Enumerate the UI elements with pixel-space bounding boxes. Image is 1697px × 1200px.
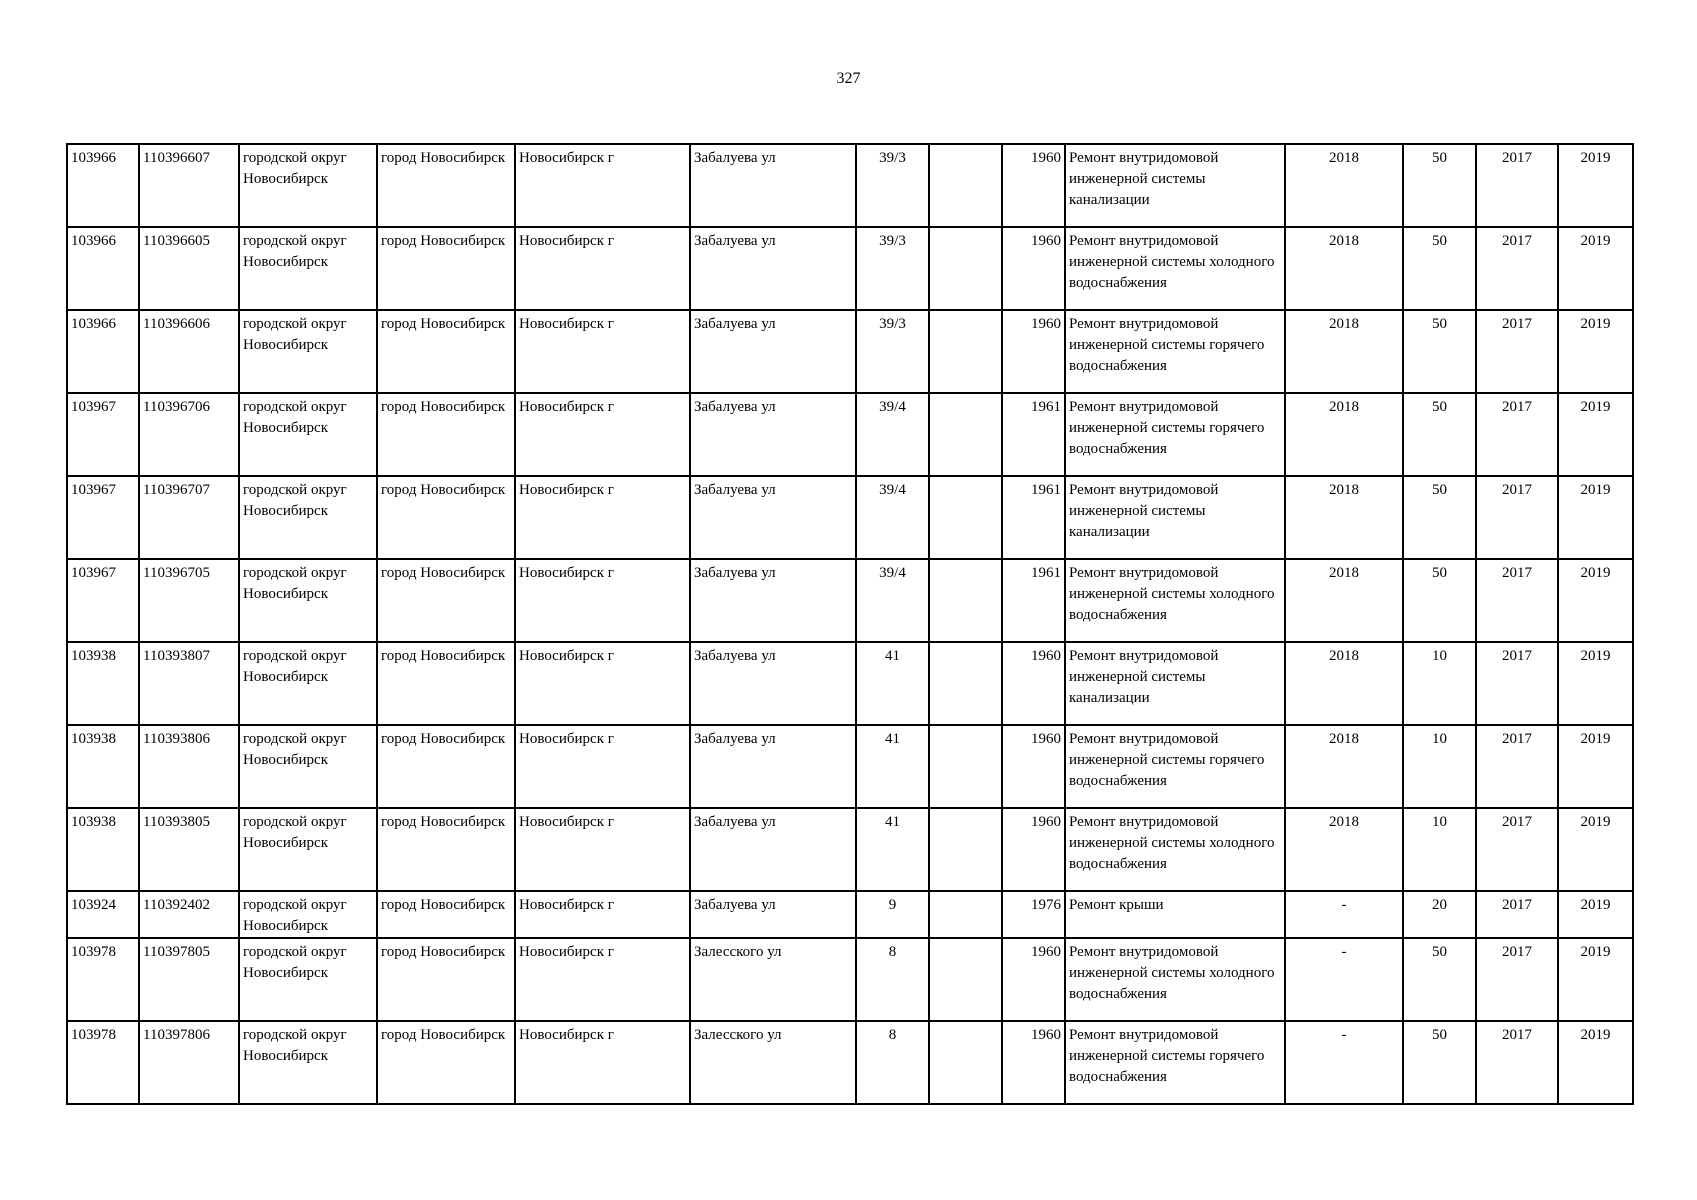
building-cell	[929, 938, 1002, 1021]
street-cell: Забалуева ул	[690, 144, 856, 227]
work-type-cell: Ремонт внутридомовой инженерной системы холодного водоснабжения	[1065, 808, 1285, 891]
locality-cell: Новосибирск г	[515, 393, 690, 476]
locality-cell: Новосибирск г	[515, 808, 690, 891]
wear-percent-cell: 10	[1403, 642, 1476, 725]
registry-table	[66, 143, 1634, 1105]
year-built-cell: 1976	[1002, 891, 1065, 938]
house-number-cell: 8	[856, 938, 929, 1021]
settlement-cell: город Новосибирск	[377, 642, 515, 725]
municipality-cell: городской округ Новосибирск	[239, 310, 377, 393]
last-repair-year-cell: -	[1285, 938, 1403, 1021]
house-number-cell: 41	[856, 808, 929, 891]
last-repair-year-cell: 2018	[1285, 808, 1403, 891]
house-id-cell: 103924	[67, 891, 139, 938]
period-start-cell: 2017	[1476, 310, 1558, 393]
street-cell: Забалуева ул	[690, 559, 856, 642]
table-row	[67, 310, 1633, 393]
street-cell: Залесского ул	[690, 938, 856, 1021]
period-start-cell: 2017	[1476, 559, 1558, 642]
table-row	[67, 642, 1633, 725]
work-type-cell: Ремонт внутридомовой инженерной системы горячего водоснабжения	[1065, 1021, 1285, 1104]
house-number-cell: 9	[856, 891, 929, 938]
settlement-cell: город Новосибирск	[377, 559, 515, 642]
page-number: 327	[836, 70, 861, 87]
work-type-cell: Ремонт внутридомовой инженерной системы горячего водоснабжения	[1065, 725, 1285, 808]
year-built-cell: 1960	[1002, 725, 1065, 808]
municipality-cell: городской округ Новосибирск	[239, 144, 377, 227]
building-cell	[929, 310, 1002, 393]
period-end-cell: 2019	[1558, 393, 1633, 476]
period-end-cell: 2019	[1558, 227, 1633, 310]
building-cell	[929, 559, 1002, 642]
period-end-cell: 2019	[1558, 938, 1633, 1021]
table-row	[67, 144, 1633, 227]
year-built-cell: 1960	[1002, 310, 1065, 393]
locality-cell: Новосибирск г	[515, 144, 690, 227]
table-row	[67, 725, 1633, 808]
building-cell	[929, 642, 1002, 725]
work-id-cell: 110392402	[139, 891, 239, 938]
year-built-cell: 1960	[1002, 227, 1065, 310]
table-row	[67, 938, 1633, 1021]
municipality-cell: городской округ Новосибирск	[239, 1021, 377, 1104]
house-number-cell: 39/4	[856, 559, 929, 642]
house-id-cell: 103978	[67, 1021, 139, 1104]
wear-percent-cell: 50	[1403, 227, 1476, 310]
period-start-cell: 2017	[1476, 808, 1558, 891]
last-repair-year-cell: 2018	[1285, 393, 1403, 476]
street-cell: Забалуева ул	[690, 808, 856, 891]
last-repair-year-cell: -	[1285, 1021, 1403, 1104]
table-row	[67, 1021, 1633, 1104]
street-cell: Забалуева ул	[690, 891, 856, 938]
street-cell: Забалуева ул	[690, 227, 856, 310]
table-body	[67, 144, 1633, 1104]
municipality-cell: городской округ Новосибирск	[239, 642, 377, 725]
building-cell	[929, 476, 1002, 559]
street-cell: Забалуева ул	[690, 310, 856, 393]
period-start-cell: 2017	[1476, 476, 1558, 559]
municipality-cell: городской округ Новосибирск	[239, 393, 377, 476]
building-cell	[929, 725, 1002, 808]
table-row	[67, 227, 1633, 310]
settlement-cell: город Новосибирск	[377, 808, 515, 891]
building-cell	[929, 393, 1002, 476]
wear-percent-cell: 50	[1403, 476, 1476, 559]
period-start-cell: 2017	[1476, 891, 1558, 938]
locality-cell: Новосибирск г	[515, 559, 690, 642]
period-start-cell: 2017	[1476, 938, 1558, 1021]
house-number-cell: 39/4	[856, 476, 929, 559]
work-id-cell: 110393805	[139, 808, 239, 891]
wear-percent-cell: 50	[1403, 559, 1476, 642]
building-cell	[929, 891, 1002, 938]
building-cell	[929, 1021, 1002, 1104]
house-id-cell: 103938	[67, 808, 139, 891]
year-built-cell: 1960	[1002, 938, 1065, 1021]
period-end-cell: 2019	[1558, 891, 1633, 938]
locality-cell: Новосибирск г	[515, 938, 690, 1021]
year-built-cell: 1960	[1002, 808, 1065, 891]
settlement-cell: город Новосибирск	[377, 938, 515, 1021]
period-end-cell: 2019	[1558, 808, 1633, 891]
year-built-cell: 1961	[1002, 393, 1065, 476]
settlement-cell: город Новосибирск	[377, 891, 515, 938]
building-cell	[929, 227, 1002, 310]
house-id-cell: 103967	[67, 476, 139, 559]
wear-percent-cell: 50	[1403, 310, 1476, 393]
work-type-cell: Ремонт внутридомовой инженерной системы холодного водоснабжения	[1065, 227, 1285, 310]
building-cell	[929, 144, 1002, 227]
last-repair-year-cell: 2018	[1285, 144, 1403, 227]
work-type-cell: Ремонт внутридомовой инженерной системы холодного водоснабжения	[1065, 559, 1285, 642]
street-cell: Забалуева ул	[690, 476, 856, 559]
house-id-cell: 103938	[67, 725, 139, 808]
wear-percent-cell: 50	[1403, 938, 1476, 1021]
work-id-cell: 110396705	[139, 559, 239, 642]
work-type-cell: Ремонт внутридомовой инженерной системы канализации	[1065, 144, 1285, 227]
period-start-cell: 2017	[1476, 725, 1558, 808]
settlement-cell: город Новосибирск	[377, 310, 515, 393]
work-type-cell: Ремонт внутридомовой инженерной системы канализации	[1065, 476, 1285, 559]
house-number-cell: 39/3	[856, 227, 929, 310]
period-start-cell: 2017	[1476, 642, 1558, 725]
table-row	[67, 891, 1633, 938]
house-id-cell: 103938	[67, 642, 139, 725]
work-type-cell: Ремонт внутридомовой инженерной системы горячего водоснабжения	[1065, 393, 1285, 476]
house-id-cell: 103966	[67, 310, 139, 393]
year-built-cell: 1960	[1002, 144, 1065, 227]
locality-cell: Новосибирск г	[515, 476, 690, 559]
work-id-cell: 110397806	[139, 1021, 239, 1104]
locality-cell: Новосибирск г	[515, 310, 690, 393]
year-built-cell: 1961	[1002, 476, 1065, 559]
period-start-cell: 2017	[1476, 393, 1558, 476]
work-id-cell: 110397805	[139, 938, 239, 1021]
work-id-cell: 110393807	[139, 642, 239, 725]
work-id-cell: 110393806	[139, 725, 239, 808]
house-id-cell: 103966	[67, 144, 139, 227]
table-row	[67, 559, 1633, 642]
house-number-cell: 39/3	[856, 310, 929, 393]
period-end-cell: 2019	[1558, 559, 1633, 642]
house-id-cell: 103967	[67, 559, 139, 642]
street-cell: Забалуева ул	[690, 725, 856, 808]
house-number-cell: 41	[856, 725, 929, 808]
work-type-cell: Ремонт внутридомовой инженерной системы холодного водоснабжения	[1065, 938, 1285, 1021]
house-number-cell: 39/4	[856, 393, 929, 476]
last-repair-year-cell: 2018	[1285, 310, 1403, 393]
municipality-cell: городской округ Новосибирск	[239, 227, 377, 310]
last-repair-year-cell: 2018	[1285, 559, 1403, 642]
wear-percent-cell: 10	[1403, 725, 1476, 808]
settlement-cell: город Новосибирск	[377, 476, 515, 559]
work-type-cell: Ремонт крыши	[1065, 891, 1285, 938]
municipality-cell: городской округ Новосибирск	[239, 559, 377, 642]
house-id-cell: 103967	[67, 393, 139, 476]
wear-percent-cell: 20	[1403, 891, 1476, 938]
period-start-cell: 2017	[1476, 1021, 1558, 1104]
wear-percent-cell: 10	[1403, 808, 1476, 891]
house-number-cell: 8	[856, 1021, 929, 1104]
period-end-cell: 2019	[1558, 476, 1633, 559]
settlement-cell: город Новосибирск	[377, 227, 515, 310]
work-id-cell: 110396606	[139, 310, 239, 393]
period-start-cell: 2017	[1476, 227, 1558, 310]
locality-cell: Новосибирск г	[515, 891, 690, 938]
settlement-cell: город Новосибирск	[377, 144, 515, 227]
building-cell	[929, 808, 1002, 891]
wear-percent-cell: 50	[1403, 1021, 1476, 1104]
period-end-cell: 2019	[1558, 144, 1633, 227]
wear-percent-cell: 50	[1403, 144, 1476, 227]
year-built-cell: 1960	[1002, 1021, 1065, 1104]
work-id-cell: 110396707	[139, 476, 239, 559]
period-end-cell: 2019	[1558, 310, 1633, 393]
locality-cell: Новосибирск г	[515, 725, 690, 808]
locality-cell: Новосибирск г	[515, 227, 690, 310]
locality-cell: Новосибирск г	[515, 642, 690, 725]
table-row	[67, 476, 1633, 559]
municipality-cell: городской округ Новосибирск	[239, 938, 377, 1021]
last-repair-year-cell: 2018	[1285, 227, 1403, 310]
last-repair-year-cell: 2018	[1285, 642, 1403, 725]
period-end-cell: 2019	[1558, 725, 1633, 808]
street-cell: Забалуева ул	[690, 642, 856, 725]
house-number-cell: 41	[856, 642, 929, 725]
municipality-cell: городской округ Новосибирск	[239, 476, 377, 559]
work-id-cell: 110396605	[139, 227, 239, 310]
period-end-cell: 2019	[1558, 642, 1633, 725]
last-repair-year-cell: -	[1285, 891, 1403, 938]
period-start-cell: 2017	[1476, 144, 1558, 227]
table-row	[67, 808, 1633, 891]
house-id-cell: 103978	[67, 938, 139, 1021]
municipality-cell: городской округ Новосибирск	[239, 808, 377, 891]
work-type-cell: Ремонт внутридомовой инженерной системы канализации	[1065, 642, 1285, 725]
last-repair-year-cell: 2018	[1285, 476, 1403, 559]
locality-cell: Новосибирск г	[515, 1021, 690, 1104]
settlement-cell: город Новосибирск	[377, 1021, 515, 1104]
period-end-cell: 2019	[1558, 1021, 1633, 1104]
work-type-cell: Ремонт внутридомовой инженерной системы горячего водоснабжения	[1065, 310, 1285, 393]
work-id-cell: 110396607	[139, 144, 239, 227]
house-number-cell: 39/3	[856, 144, 929, 227]
municipality-cell: городской округ Новосибирск	[239, 891, 377, 938]
house-id-cell: 103966	[67, 227, 139, 310]
street-cell: Забалуева ул	[690, 393, 856, 476]
year-built-cell: 1961	[1002, 559, 1065, 642]
year-built-cell: 1960	[1002, 642, 1065, 725]
wear-percent-cell: 50	[1403, 393, 1476, 476]
work-id-cell: 110396706	[139, 393, 239, 476]
table-row	[67, 393, 1633, 476]
last-repair-year-cell: 2018	[1285, 725, 1403, 808]
settlement-cell: город Новосибирск	[377, 393, 515, 476]
municipality-cell: городской округ Новосибирск	[239, 725, 377, 808]
street-cell: Залесского ул	[690, 1021, 856, 1104]
settlement-cell: город Новосибирск	[377, 725, 515, 808]
